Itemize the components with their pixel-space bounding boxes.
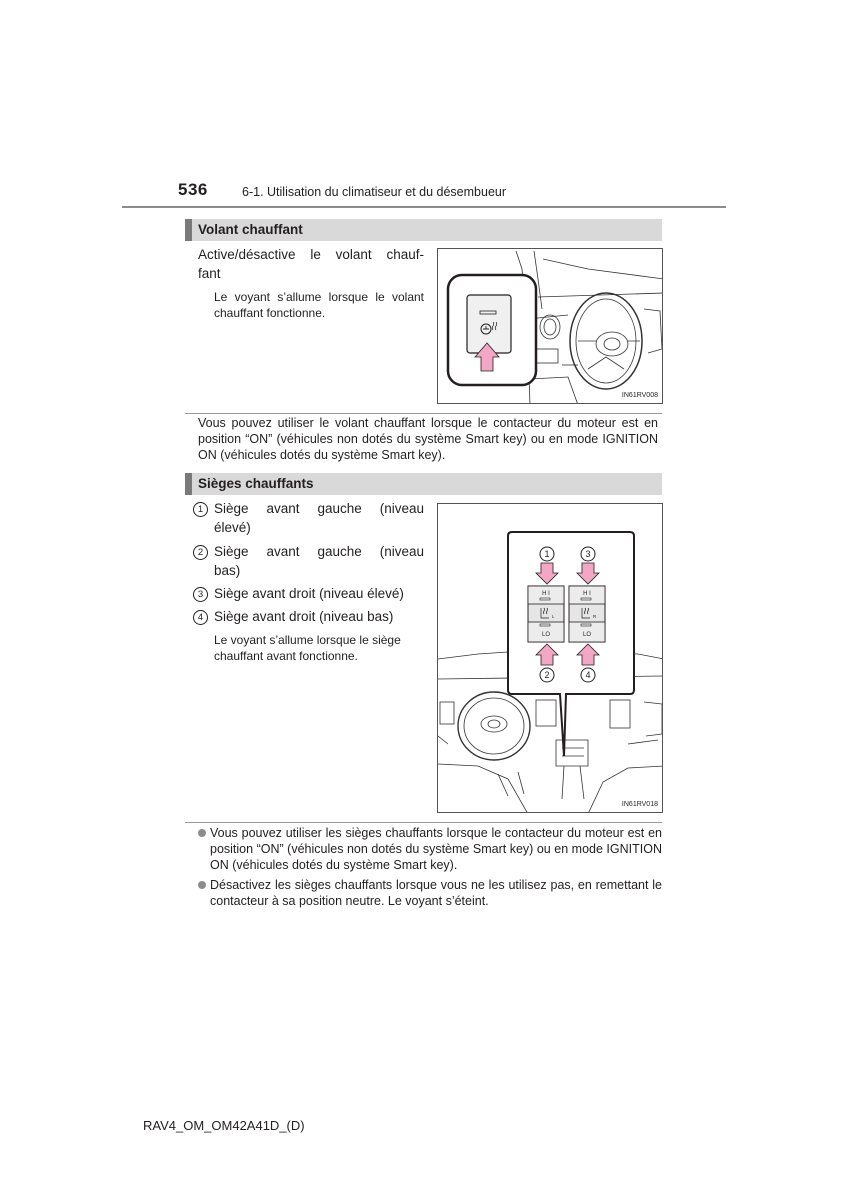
image-code: IN61RV018 [621,801,658,808]
callout-4: 4 [585,670,591,680]
seat-left-side-label: L [552,614,555,619]
steering-usage-text: Vous pouvez utiliser le volant chauffant lorsque le contacteur du moteur est en position “ON” (véhicules non dotés du système Smart key) ou en mode IGNITION ON (véhicules dotés du système Smart key). [198,416,658,462]
page-number: 536 [178,180,208,199]
item-text: Siège avant droit (niveau élevé) [214,586,404,601]
callout-number: 4 [193,610,208,625]
item-text-cont: bas) [214,563,241,578]
callout-1: 1 [544,549,550,559]
bullet-text: Vous pouvez utiliser les sièges chauffants lorsque le contacteur du moteur est en position “ON” (véhicules non dotés du système Smart key) ou en mode IGNITION ON (véhicules dotés du système Smart key). [210,826,662,872]
section-heading-text: Volant chauffant [198,222,303,237]
item-text: Siège avant gauche (niveau [214,501,424,516]
callout-number: 2 [193,545,208,560]
seat-dashboard-drawing [438,504,663,813]
item-text-cont: élevé) [214,520,251,535]
callout-number: 1 [193,502,208,517]
header-rule [122,206,726,208]
seat-right-lo-label: LO [582,632,592,638]
callout-2: 2 [544,670,550,680]
chapter-title: 6-1. Utilisation du climatiseur et du désembueur [242,185,507,199]
steering-indicator-note: Le voyant s’allume lorsque le volant chauffant fonctionne. [214,290,424,320]
bullet-icon [198,881,206,889]
seat-switch-illustration [437,503,663,813]
intro-line-2: fant [198,266,221,281]
section-heading-text: Sièges chauffants [198,476,314,491]
bullet-icon [198,829,206,837]
document-code: RAV4_OM_OM42A41D_(D) [143,1118,305,1133]
steering-switch-illustration [437,248,663,404]
seat-left-hi-label: H I [542,591,550,597]
item-text: Siège avant droit (niveau bas) [214,609,394,624]
bullet-item [198,877,662,909]
section-divider [185,822,662,823]
dashboard-drawing [438,249,663,404]
section-divider [185,413,662,414]
bullet-text: Désactivez les sièges chauffants lorsque vous ne les utilisez pas, en remettant le contacteur à sa position neutre. Le voyant s’éteint. [210,878,662,908]
section-heading-heated-seats [185,473,662,495]
callout-3: 3 [585,549,591,559]
callout-number: 3 [193,587,208,602]
seat-left-lo-label: LO [541,632,551,638]
item-text: Siège avant gauche (niveau [214,544,424,559]
image-code: IN61RV008 [621,392,658,399]
intro-line-1: Active/désactive le volant chauf- [198,247,424,262]
section-heading-heated-steering [185,219,662,241]
bullet-item [198,825,662,873]
seat-indicator-note: Le voyant s’allume lorsque le siège chauffant avant fonctionne. [214,633,401,663]
seat-right-side-label: R [593,614,597,619]
seat-right-hi-label: H I [583,591,591,597]
